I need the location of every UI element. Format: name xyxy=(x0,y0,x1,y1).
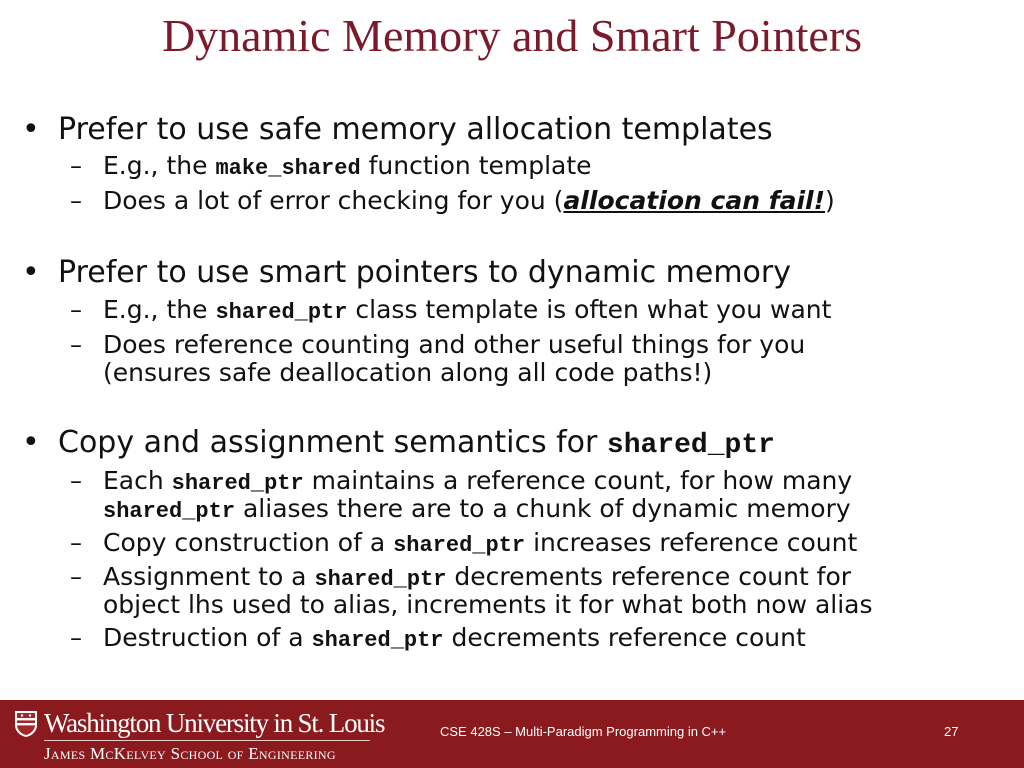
bullet-2-sub-2-line-2: (ensures safe deallocation along all code paths!) xyxy=(103,358,713,387)
shield-icon xyxy=(14,710,38,738)
sub-text-pre: Assignment to a xyxy=(103,562,315,591)
sub-text-pre: Does a lot of error checking for you ( xyxy=(103,186,564,215)
bullet-3-text xyxy=(58,426,775,463)
bullet-marker: • xyxy=(22,255,40,290)
bullet-3-sub-3-line-2: object lhs used to alias, increments it for what both now alias xyxy=(103,590,873,619)
bullet-marker: • xyxy=(22,425,40,460)
course-label: CSE 428S – Multi-Paradigm Programming in C++ xyxy=(440,724,727,739)
emphasis-text: allocation can fail! xyxy=(563,186,825,215)
logo-divider xyxy=(44,740,370,741)
sub-text-post: class template is often what you want xyxy=(347,295,832,324)
school-name: James McKelvey School of Engineering xyxy=(44,744,336,763)
bullet-1-sub-1 xyxy=(103,152,592,183)
footer-bar xyxy=(0,700,1024,768)
sub-text-pre: E.g., the xyxy=(103,295,216,324)
bullet-1-sub-2 xyxy=(103,187,835,215)
dash-marker: – xyxy=(70,563,82,591)
code-make-shared: make_shared xyxy=(215,156,361,181)
sub-text-post: aliases there are to a chunk of dynamic memory xyxy=(235,494,851,523)
bullet-3-text-pre: Copy and assignment semantics for xyxy=(58,425,607,460)
bullet-2-sub-1 xyxy=(103,296,831,327)
dash-marker: – xyxy=(70,624,82,652)
dash-marker: – xyxy=(70,529,82,557)
sub-text-post: increases reference count xyxy=(525,528,858,557)
sub-text-post: ) xyxy=(825,186,835,215)
dash-marker: – xyxy=(70,152,82,180)
sub-text-post: function template xyxy=(360,151,592,180)
sub-text-pre: Each xyxy=(103,466,172,495)
dash-marker: – xyxy=(70,331,82,359)
dash-marker: – xyxy=(70,187,82,215)
sub-text-post: maintains a reference count, for how many xyxy=(303,466,853,495)
bullet-3-sub-1-line-2 xyxy=(103,495,851,526)
page-number: 27 xyxy=(944,724,959,739)
code-shared-ptr: shared_ptr xyxy=(215,300,348,325)
university-logo xyxy=(14,708,385,764)
sub-text-pre: E.g., the xyxy=(103,151,216,180)
code-shared-ptr: shared_ptr xyxy=(311,628,444,653)
sub-text-post: decrements reference count for xyxy=(446,562,852,591)
bullet-3-sub-4 xyxy=(103,624,806,655)
code-shared-ptr: shared_ptr xyxy=(314,567,447,592)
bullet-marker: • xyxy=(22,112,40,147)
bullet-3-sub-2 xyxy=(103,529,857,560)
sub-text-post: decrements reference count xyxy=(443,623,806,652)
code-shared-ptr: shared_ptr xyxy=(103,499,236,524)
bullet-1-text: Prefer to use safe memory allocation templates xyxy=(58,112,773,147)
bullet-2-sub-2-line-1: Does reference counting and other useful things for you xyxy=(103,330,806,359)
code-shared-ptr: shared_ptr xyxy=(393,533,526,558)
dash-marker: – xyxy=(70,296,82,324)
slide-title: Dynamic Memory and Smart Pointers xyxy=(161,10,863,61)
dash-marker: – xyxy=(70,467,82,495)
bullet-2-text: Prefer to use smart pointers to dynamic memory xyxy=(58,255,791,290)
university-name: Washington University in St. Louis xyxy=(44,708,385,738)
code-shared-ptr: shared_ptr xyxy=(171,471,304,496)
code-shared-ptr: shared_ptr xyxy=(606,430,775,461)
sub-text-pre: Copy construction of a xyxy=(103,528,394,557)
sub-text-pre: Destruction of a xyxy=(103,623,312,652)
